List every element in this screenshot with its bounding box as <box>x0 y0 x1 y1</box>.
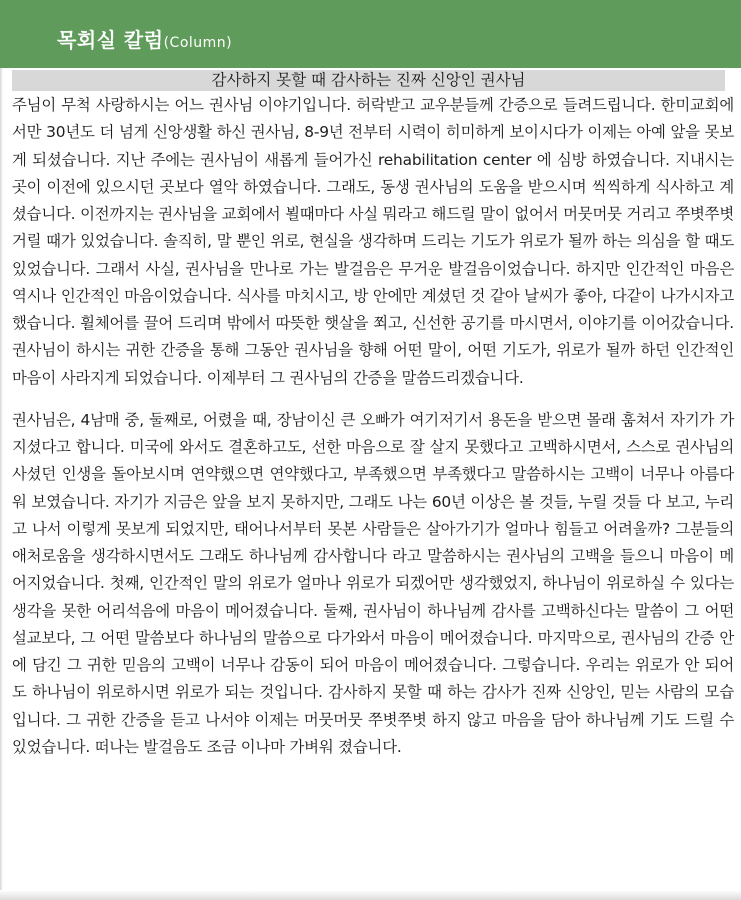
article-paragraph-2: 권사님은, 4남매 중, 둘째로, 어렸을 때, 장남이신 큰 오빠가 여기저기서 용돈을 받으면 몰래 훔쳐서 자기가 가지셨다고 합니다. 미국에 와서도 결혼하고도, 선한 마음으로 잘 살지 못했다고 고백하시면서, 스스로 권사님의 사셨던 인생을 돌아보시며 연약했으면 연약했다고, 부족했으면 부족했다고 말씀하시는 고백이 너무나 아름다워 보였습니다. 자기가 지금은 앞을 보지 못하지만, 그래도 나는 60년 이상은 볼 것들, 누릴 것들 다 보고, 누리고 나서 이렇게 못보게 되었지만, 태어나서부터 못본 사람들은 살아가기가 얼마나 힘들고 어려울까? 그분들의 애처로움을 생각하시면서도 그래도 하나님께 감사합니다 라고 말씀하시는 권사님의 고백을 들으니 마음이 메어지었습니다. 첫째, 인간적인 말의 위로가 얼마나 위로가 되겠어만 생각했었지, 하나님이 위로하실 수 있다는 생각을 못한 어리석음에 마음이 메어졌습니다. 둘째, 권사님이 하나님께 감사를 고백하신다는 말씀이 그 어떤 설교보다, 그 어떤 말씀보다 하나님의 말씀으로 다가와서 마음이 메어졌습니다. 마지막으로, 권사님의 간증 안에 담긴 그 귀한 믿음의 고백이 너무나 감동이 되어 마음이 메어졌습니다. 그렇습니다. 우리는 위로가 안 되어도 하나님이 위로하시면 위로가 되는 것입니다. 감사하지 못할 때 하는 감사가 진짜 신앙인, 믿는 사람의 모습입니다. 그 귀한 간증을 듣고 나서야 이제는 머뭇머뭇 쭈볏쭈볏 하지 않고 마음을 담아 하나님께 기도 드릴 수 있었습니다. 떠나는 발걸음도 조금 이나마 가벼워 졌습니다. <box>12 410 734 756</box>
article-title: 감사하지 못할 때 감사하는 진짜 신앙인 권사님 <box>12 70 725 91</box>
article-body <box>12 92 734 761</box>
article-paragraph-1: 주님이 무척 사랑하시는 어느 권사님 이야기입니다. 허락받고 교우분들께 간증으로 들려드립니다. 한미교회에서만 30년도 더 넘게 신앙생활 하신 권사님, 8-9년 전부터 시력이 히미하게 보이시다가 이제는 아예 앞을 못보게 되셨습니다. 지난 주에는 권사님이 새롭게 들어가신 rehabilitation center 에 심방 하였습니다. 지내시는 곳이 이전에 있으시던 곳보다 열악 하였습니다. 그래도, 동생 권사님의 도움을 받으시며 씩씩하게 식사하고 계셨습니다. 이전까지는 권사님을 교회에서 뵐때마다 사실 뭐라고 해드릴 말이 없어서 머뭇머뭇 거리고 쭈볏쭈볏 거릴 때가 있었습니다. 솔직히, 말 뿐인 위로, 현실을 생각하며 드리는 기도가 위로가 될까 하는 의심을 할 때도 있었습니다. 그래서 사실, 권사님을 만나로 가는 발걸음은 무거운 발걸음이었습니다. 하지만 인간적인 마음은 역시나 인간적인 마음이었습니다. 식사를 마치시고, 방 안에만 계셨던 것 같아 날씨가 좋아, 다같이 나가시자고 했습니다. 휠체어를 끌어 드리며 밖에서 따뜻한 햇살을 쬐고, 신선한 공기를 마시면서, 이야기를 이어갔습니다. 권사님이 하시는 귀한 간증을 통해 그동안 권사님을 향해 어떤 말이, 어떤 기도가, 위로가 될까 하던 인간적인 마음이 사라지게 되었습니다. 이제부터 그 권사님의 간증을 말씀드리겠습니다. <box>12 96 734 387</box>
page-edge-shadow <box>0 68 3 900</box>
page-bottom-shadow <box>0 890 741 900</box>
column-header-title <box>57 24 232 53</box>
column-subtitle-text: (Column) <box>163 35 233 51</box>
column-header <box>0 0 741 68</box>
column-title-text: 목회실 칼럼 <box>57 28 164 52</box>
